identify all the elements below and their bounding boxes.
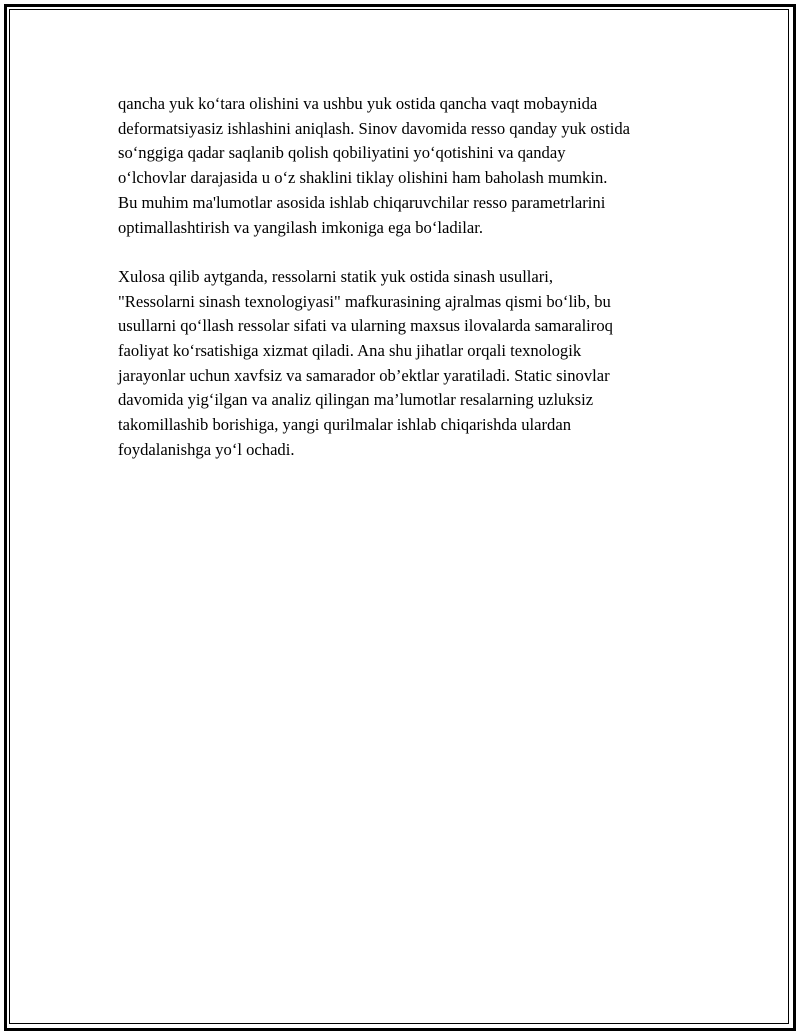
text-line: davomida yig‘ilgan va analiz qilingan ma’lumotlar resalarning uzluksiz [118,390,594,410]
text-line: Bu muhim ma'lumotlar asosida ishlab chiqaruvchilar resso parametrlarini [118,192,606,212]
text-line: foydalanishga yo‘l ochadi. [118,439,295,459]
text-line: o‘lchovlar darajasida u o‘z shaklini tiklay olishini ham baholash mumkin. [118,168,608,188]
text-line: jarayonlar uchun xavfsiz va samarador ob’ektlar yaratiladi. Static sinovlar [118,365,610,385]
text-line: so‘nggiga qadar saqlanib qolish qobiliyatini yo‘qotishini va qanday [118,143,566,163]
text-line: "Ressolarni sinash texnologiyasi" mafkurasining ajralmas qismi bo‘lib, bu [118,291,611,311]
paragraph-1 [118,92,718,240]
document-body [118,92,718,463]
text-line: faoliyat ko‘rsatishiga xizmat qiladi. Ana shu jihatlar orqali texnologik [118,341,582,361]
text-line: deformatsiyasiz ishlashini aniqlash. Sinov davomida resso qanday yuk ostida [118,118,631,138]
text-line: usullarni qo‘llash ressolar sifati va ularning maxsus ilovalarda samaraliroq [118,316,613,336]
text-line: takomillashib borishiga, yangi qurilmalar ishlab chiqarishda ulardan [118,415,571,435]
paragraph-2 [118,265,718,463]
text-line: optimallashtirish va yangilash imkoniga ega bo‘ladilar. [118,217,483,237]
paragraph-spacer [118,240,718,265]
text-line: Xulosa qilib aytganda, ressolarni statik yuk ostida sinash usullari, [118,266,554,286]
text-line: qancha yuk ko‘tara olishini va ushbu yuk ostida qancha vaqt mobaynida [118,94,598,113]
